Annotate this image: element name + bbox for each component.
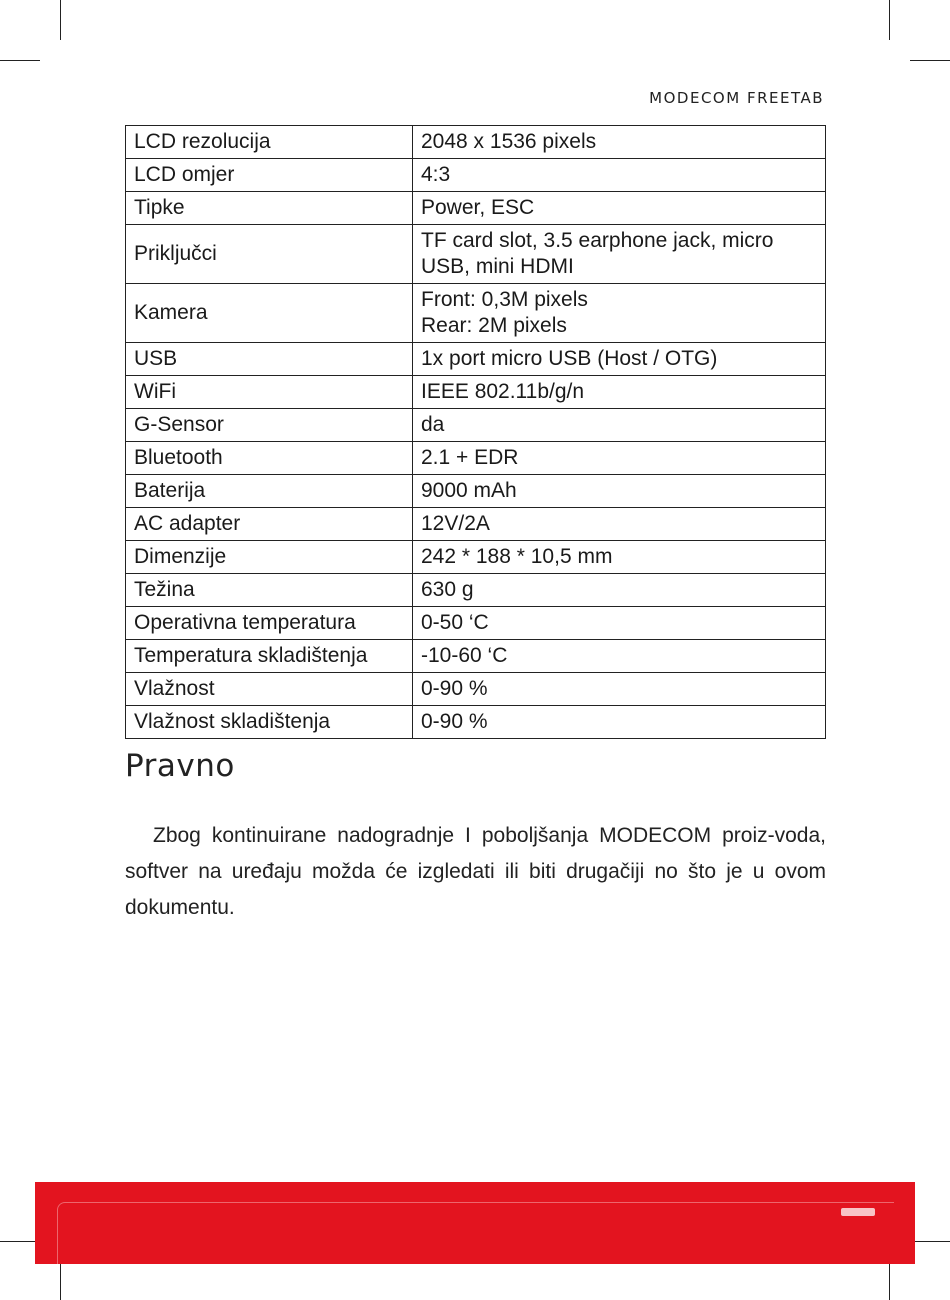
spec-key: LCD rezolucija [126, 126, 413, 159]
spec-key: Temperatura skladištenja [126, 640, 413, 673]
crop-mark [60, 1260, 61, 1300]
spec-value: 12V/2A [413, 508, 826, 541]
spec-value: 2048 x 1536 pixels [413, 126, 826, 159]
table-row [126, 706, 826, 739]
spec-value: da [413, 409, 826, 442]
page-marker [841, 1208, 875, 1216]
spec-key: Baterija [126, 475, 413, 508]
table-row [126, 409, 826, 442]
spec-value: 4:3 [413, 159, 826, 192]
crop-mark [0, 60, 40, 61]
spec-value: 242 * 188 * 10,5 mm [413, 541, 826, 574]
crop-mark [889, 1260, 890, 1300]
footer-bar-inner [57, 1202, 894, 1265]
table-row [126, 126, 826, 159]
spec-value: 0-90 % [413, 706, 826, 739]
table-row [126, 541, 826, 574]
spec-value [413, 225, 826, 284]
table-row [126, 284, 826, 343]
footer-bar [35, 1182, 915, 1264]
spec-key: Dimenzije [126, 541, 413, 574]
table-row [126, 508, 826, 541]
table-row [126, 376, 826, 409]
crop-mark [60, 0, 61, 40]
spec-key: Vlažnost skladištenja [126, 706, 413, 739]
table-row [126, 343, 826, 376]
spec-value: 2.1 + EDR [413, 442, 826, 475]
spec-value: 630 g [413, 574, 826, 607]
section-heading: Pravno [125, 748, 235, 784]
table-row [126, 442, 826, 475]
crop-mark [0, 1241, 40, 1242]
spec-value: 0-50 ‘C [413, 607, 826, 640]
table-row [126, 225, 826, 284]
spec-value-line: USB, mini HDMI [421, 255, 574, 278]
spec-key: AC adapter [126, 508, 413, 541]
spec-key: Težina [126, 574, 413, 607]
crop-mark [910, 60, 950, 61]
table-row [126, 574, 826, 607]
crop-mark [910, 1241, 950, 1242]
spec-key: Vlažnost [126, 673, 413, 706]
spec-value: 0-90 % [413, 673, 826, 706]
table-row [126, 192, 826, 225]
table-row [126, 607, 826, 640]
table-row [126, 159, 826, 192]
spec-value: 9000 mAh [413, 475, 826, 508]
spec-key: WiFi [126, 376, 413, 409]
spec-key: Priključci [126, 225, 413, 284]
spec-key: Operativna temperatura [126, 607, 413, 640]
crop-mark [889, 0, 890, 40]
spec-value [413, 284, 826, 343]
running-header: MODECOM FREETAB [649, 89, 824, 107]
spec-value: IEEE 802.11b/g/n [413, 376, 826, 409]
spec-value: -10-60 ‘C [413, 640, 826, 673]
table-row [126, 640, 826, 673]
table-row [126, 475, 826, 508]
legal-paragraph: Zbog kontinuirane nadogradnje I poboljšanja MODECOM proiz-voda, softver na uređaju možda će izgledati ili biti drugačiji no što je u ovom dokumentu. [125, 824, 826, 919]
spec-value: 1x port micro USB (Host / OTG) [413, 343, 826, 376]
spec-value-line: TF card slot, 3.5 earphone jack, micro [421, 229, 774, 252]
spec-key: Tipke [126, 192, 413, 225]
spec-value: Power, ESC [413, 192, 826, 225]
spec-key: G-Sensor [126, 409, 413, 442]
table-row [126, 673, 826, 706]
spec-value-line: Front: 0,3M pixels [421, 288, 588, 311]
spec-key: Bluetooth [126, 442, 413, 475]
spec-key: USB [126, 343, 413, 376]
spec-value-line: Rear: 2M pixels [421, 314, 567, 337]
spec-table [125, 125, 826, 739]
spec-key: Kamera [126, 284, 413, 343]
spec-key: LCD omjer [126, 159, 413, 192]
